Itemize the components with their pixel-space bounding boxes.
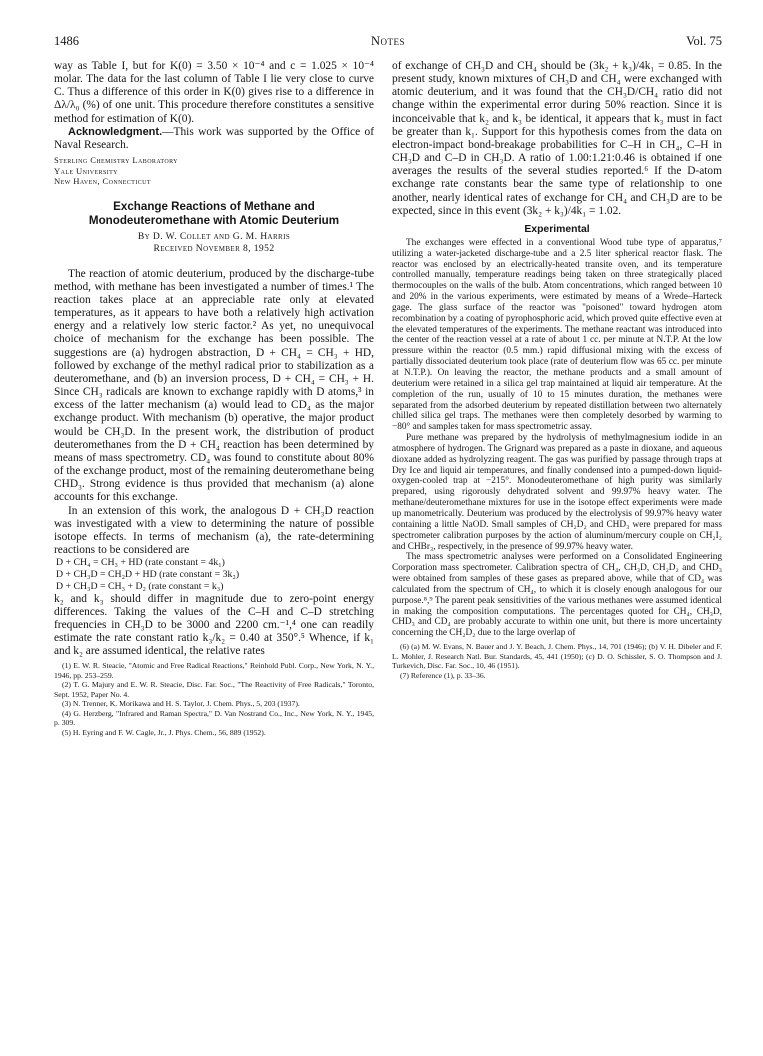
received-date: Received November 8, 1952	[153, 243, 275, 255]
volume-number: Vol. 75	[686, 34, 722, 48]
experimental-paragraph: The mass spectrometric analyses were performed on a Consolidated Engineering Corporation mass spectrometer. Calibration spectra of CH₄, CH₃D, CH₂D₂ and CHD₃ were obtained from samples of these gases as prepared above, while that of CD₄ was calculated from the spectrum of CH₄, to which it is closely enough analogous for our purpose.⁸,⁹ The parent peak sensitivities of the various methanes were assumed identical in making the composition computations. The percentages quoted for CH₄, CH₃D, CHD₃ and CD₄ are probably accurate to within one unit, but there is more uncertainty concerning the CH₂D₂ due to the large overlap of	[392, 552, 722, 639]
equation: D + CH₄ = CH₃ + HD (rate constant = 4k₁)	[56, 557, 225, 569]
right-column	[392, 60, 722, 1050]
acknowledgment-label: Acknowledgment.	[68, 125, 163, 138]
footnote: (2) T. G. Majury and E. W. R. Steacie, Disc. Far. Soc., "The Reactivity of Free Radicals," Toronto, Sept. 1952, Paper No. 4.	[54, 680, 374, 699]
experimental-paragraph: Pure methane was prepared by the hydrolysis of methylmagnesium iodide in an atmosphere of hydrogen. The Grignard was prepared as a paste in dioxane, and aqueous dioxane added as hydrolyzing reagent. The gas was purified by passage through traps at Dry Ice and liquid air temperatures, and finally condensed into a pumped-down liquid-oxygen-cooled trap at −215°. Monodeuteromethane of high purity was similarly prepared, using rigorously dehydrated solvent and 99.97% heavy water. The methane/deuteromethane mixtures for use in the isotope effect experiments were made up manometrically. Deuterium was produced by the electrolysis of 99.97% heavy water containing a little NaOD. Small samples of CH₂D₂ and CHD₃ were prepared for mass spectrometer calibration purposes by the action of aluminum/mercury couple on CH₂I₂ and CHBr₃, respectively, in the presence of 99.97% heavy water.	[392, 433, 722, 552]
footnotes	[54, 661, 374, 737]
reaction-equations	[54, 557, 374, 592]
affiliation-line: Sterling Chemistry Laboratory	[54, 155, 178, 166]
experimental-heading: Experimental	[524, 223, 590, 235]
body-paragraph: of exchange of CH₃D and CH₄ should be (3k₂ + k₃)/4k₁ = 0.85. In the present study, known mixtures of CH₃D and CH₄ were exchanged with atomic deuterium, and it was found that the CH₃D/CH₄ ratio did not change within the experimental error during 50% reaction. Since it is inconceivable that k₂ and k₃ be identical, it appears that k₃ must in fact be greater than k₁. Support for this hypothesis comes from the data on electron-impact bond-breakage probabilities for C–H in CH₄, C–H in CH₃D and C–D in CH₃D. A ratio of 1.00:1.21:0.46 is obtained if one averages the results of the several studies reported.⁶ If the D-atom exchange rate constants bear the same type of relationship to one another, nearly identical rates of exchange for CH₄ and CH₃D are to be expected, since in this event (3k₂ + k₃)/4k₁ = 1.02.	[392, 60, 722, 217]
footnotes	[392, 642, 722, 680]
running-header	[54, 34, 722, 50]
footnote: (1) E. W. R. Steacie, "Atomic and Free Radical Reactions," Reinhold Publ. Corp., New York, N. Y., 1946, pp. 253–259.	[54, 661, 374, 680]
acknowledgment-text: —This work was supported by the Office of Naval Research.	[54, 125, 374, 151]
affiliation	[54, 155, 374, 186]
footnote: (5) H. Eyring and F. W. Cagle, Jr., J. Phys. Chem., 56, 889 (1952).	[62, 727, 266, 737]
equation: D + CH₃D = CH₂D + HD (rate constant = 3k₂)	[56, 568, 240, 580]
section-title: Notes	[370, 34, 406, 48]
affiliation-line: Yale University	[54, 165, 118, 176]
footnote: (3) N. Trenner, K. Morikawa and H. S. Taylor, J. Chem. Phys., 5, 203 (1937).	[62, 699, 300, 709]
affiliation-line: New Haven, Connecticut	[54, 175, 151, 186]
footnote: (6) (a) M. W. Evans, N. Bauer and J. Y. Beach, J. Chem. Phys., 14, 701 (1946); (b) V. H. Dibeler and F. L. Mohler, J. Research Natl. Bur. Standards, 45, 441 (1950); (c) D. O. Schissler, S. O. Thompson and J. Turkevich, Disc. Far. Soc., 10, 46 (1951).	[392, 642, 722, 671]
equation: D + CH₃D = CH₃ + D₂ (rate constant = k₃)	[56, 580, 224, 592]
footnote: (4) G. Herzberg, "Infrared and Raman Spectra," D. Van Nostrand Co., Inc., New York, N. Y., 1945, p. 309.	[54, 708, 374, 728]
acknowledgment	[54, 126, 374, 152]
footnote: (7) Reference (1), p. 33–36.	[400, 670, 486, 680]
body-paragraph: In an extension of this work, the analogous D + CH₃D reaction was investigated with a view to determining the nature of possible isotope effects. In terms of mechanism (a), the rate-determining reactions to be considered are	[54, 504, 374, 556]
left-column	[54, 60, 374, 1050]
body-paragraph: The reaction of atomic deuterium, produced by the discharge-tube method, with methane has been investigated a number of times.¹ The reaction takes place at an appreciable rate only at elevated temperatures, as it appears to have both a relatively high activation energy and a relatively low steric factor.² As yet, no unequivocal choice of mechanism for the exchange has been possible. The suggestions are (a) hydrogen abstraction, D + CH₄ = CH₃ + HD, followed by exchange of the methyl radical prior to stabilization as a deuteromethane, and (b) an inversion process, D + CH₄ = CH₃ + H. Since CH₃ radicals are known to exchange rapidly with D atoms,³ in excess of the latter mechanism (a) would lead to CD₄ as the major exchange product. With mechanism (b) operative, the major product would be CH₃D. In the present work, the distribution of product deuteromethanes from the D + CH₄ reaction has been determined by means of mass spectrometry. CD₄ was found to constitute about 80% of the exchange product, most of the remaining deuteromethane being CHD₃. Strong evidence is thus provided that mechanism (a) alone accounts for this exchange.	[54, 267, 374, 504]
continued-paragraph: way as Table I, but for K(0) = 3.50 × 10⁻⁴ and c = 1.025 × 10⁻⁴ molar. The data for the last column of Table I lie very close to curve C. Thus a difference of this order in K(0) gives rise to a difference in Δλ/λ₀ (%) of one unit. This procedure therefore constitutes a sensitive method for estimation of K(0).	[54, 60, 374, 125]
body-paragraph: k₂ and k₃ should differ in magnitude due to zero-point energy differences. Taking the values of the C–H and C–D stretching frequencies in CH₃D to be 3000 and 2200 cm.⁻¹,⁴ one can readily estimate the rate constant ratio k₃/k₂ = 0.40 at 350°.⁵ Whence, if k₁ and k₂ are assumed identical, the relative rates	[54, 592, 374, 658]
article-title: Exchange Reactions of Methane and Monodeuteromethane with Atomic Deuterium	[88, 200, 340, 227]
experimental-paragraph: The exchanges were effected in a conventional Wood tube type of apparatus,⁷ utilizing a water-jacketed discharge-tube and a 2.5 liter spherical reactor flask. The reactor was enclosed by an electrically-heated transite oven, and its temperature controlled manually, temperature readings being taken on three strategically placed thermocouples on the walls of the bulb. Atom concentrations, which ranged between 10 and 20% in the various experiments, were estimated by means of a Wrede–Harteck gage. The glass surface of the reactor was "poisoned" toward hydrogen atom recombination by a coating of pyrophosphoric acid, which proved quite effective even at the elevated temperatures of the experiments. The methane reactant was introduced into the center of the reaction vessel at a rate of about 1 cc. per minute at N.T.P. At the low pressure within the reactor (0.5 mm.) rapid diffusional mixing with the excess of partially dissociated deuterium took place (rate of deuterium flow was 65 cc. per minute at N.T.P.). On leaving the reactor, the methane products and a small amount of deuterium were retained in a silica gel trap maintained at liquid air temperature. At the completion of the run, usually of 10 to 15 minutes duration, the methanes were separated from the adsorbed deuterium by repeated distillation between two alternately chilled silica gel traps. The methanes were then completely desorbed by warming to −80° and samples taken for mass spectrometric assay.	[392, 237, 722, 433]
page-number: 1486	[54, 34, 79, 48]
byline: By D. W. Collet and G. M. Harris	[137, 230, 291, 242]
